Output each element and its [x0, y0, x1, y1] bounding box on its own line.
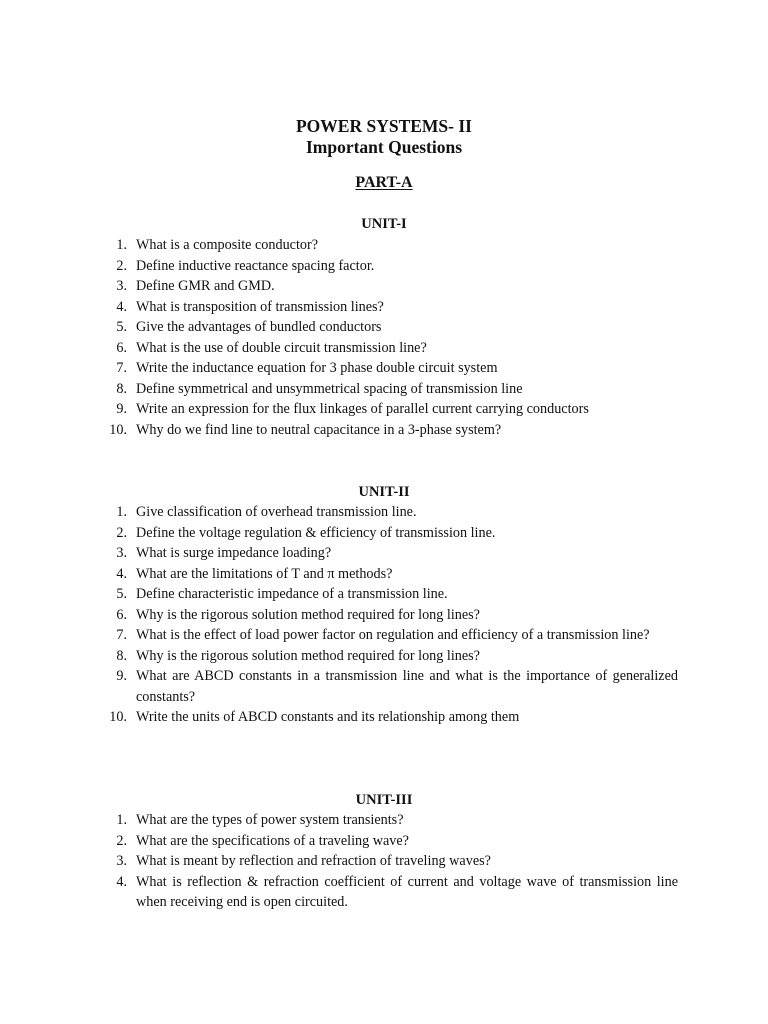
list-item [0, 851, 678, 872]
question-text: What is a composite conductor? [136, 237, 319, 253]
list-item [0, 523, 678, 544]
list-item [0, 502, 678, 523]
list-item [0, 625, 678, 646]
list-item [0, 543, 678, 564]
question-number: 9. [116, 401, 127, 417]
question-number: 8. [116, 380, 127, 397]
question-text: What is transposition of transmission lines? [136, 298, 384, 315]
part-heading-label: PART-A [355, 174, 413, 191]
list-item [0, 338, 678, 359]
list-item [0, 235, 678, 256]
question-number: 4. [116, 873, 127, 890]
question-text: Define the voltage regulation & efficiency of transmission line. [136, 524, 496, 541]
question-text: What is the effect of load power factor on regulation and efficiency of a transmission line? [136, 627, 650, 643]
question-number: 10. [109, 709, 127, 725]
list-item [0, 707, 678, 728]
question-number: 7. [116, 627, 127, 643]
question-text: Write the inductance equation for 3 phase double circuit system [136, 360, 498, 376]
question-text: Why is the rigorous solution method required for long lines? [136, 606, 480, 623]
question-number: 7. [116, 360, 127, 376]
question-number: 4. [116, 565, 127, 582]
document-title: POWER SYSTEMS- II [295, 116, 472, 136]
unit-heading: UNIT-III [355, 792, 413, 808]
question-number: 2. [116, 257, 127, 274]
question-text: Write an expression for the flux linkages of parallel current carrying conductors [136, 401, 589, 417]
question-number: 1. [116, 504, 127, 520]
question-number: 3. [116, 545, 127, 561]
list-item [0, 584, 678, 605]
question-text: Why is the rigorous solution method required for long lines? [136, 647, 480, 664]
question-number: 1. [116, 237, 127, 253]
list-item [0, 810, 678, 831]
list-item [0, 399, 678, 420]
question-text: What is surge impedance loading? [136, 545, 332, 561]
list-item [0, 276, 678, 297]
question-text: What are the specifications of a traveling wave? [136, 832, 409, 849]
list-item [0, 605, 678, 626]
document-subtitle: Important Questions [305, 137, 463, 157]
question-number: 4. [116, 298, 127, 315]
list-item [0, 646, 678, 667]
question-number: 6. [116, 606, 127, 623]
question-text: Give the advantages of bundled conductors [136, 319, 382, 335]
question-number: 3. [116, 853, 127, 869]
list-item [0, 831, 678, 852]
question-number: 3. [116, 278, 127, 294]
question-number: 8. [116, 647, 127, 664]
question-list [0, 502, 768, 728]
question-number: 10. [109, 421, 127, 438]
question-text: What is reflection & refraction coefficient of current and voltage wave of transmission line when receiving end is open circuited. [136, 873, 678, 910]
question-text: What are the limitations of T and π methods? [136, 565, 393, 582]
question-number: 5. [116, 319, 127, 335]
question-text: What is meant by reflection and refraction of traveling waves? [136, 853, 491, 869]
list-item [0, 666, 678, 707]
question-text: Why do we find line to neutral capacitance in a 3-phase system? [136, 421, 502, 438]
question-number: 6. [116, 339, 127, 356]
list-item [0, 872, 678, 913]
question-text: Define GMR and GMD. [136, 278, 275, 294]
unit-heading: UNIT-II [358, 484, 410, 500]
question-number: 1. [116, 812, 127, 828]
question-number: 9. [116, 668, 127, 684]
list-item [0, 358, 678, 379]
question-number: 2. [116, 524, 127, 541]
list-item [0, 564, 678, 585]
list-item [0, 256, 678, 277]
unit-heading: UNIT-I [361, 216, 407, 232]
question-text: Write the units of ABCD constants and its relationship among them [136, 709, 520, 725]
question-text: Define inductive reactance spacing factor. [136, 257, 375, 274]
list-item [0, 297, 678, 318]
question-list [0, 235, 768, 440]
question-text: What is the use of double circuit transmission line? [136, 339, 427, 356]
question-text: Define characteristic impedance of a transmission line. [136, 586, 448, 602]
question-text: What are ABCD constants in a transmission line and what is the importance of generalized constants? [136, 668, 678, 705]
list-item [0, 379, 678, 400]
question-number: 5. [116, 586, 127, 602]
question-text: Give classification of overhead transmission line. [136, 504, 417, 520]
list-item [0, 317, 678, 338]
question-list [0, 810, 768, 913]
question-text: What are the types of power system transients? [136, 812, 404, 828]
question-number: 2. [116, 832, 127, 849]
part-heading [0, 173, 768, 193]
question-text: Define symmetrical and unsymmetrical spacing of transmission line [136, 380, 523, 397]
list-item [0, 420, 678, 441]
